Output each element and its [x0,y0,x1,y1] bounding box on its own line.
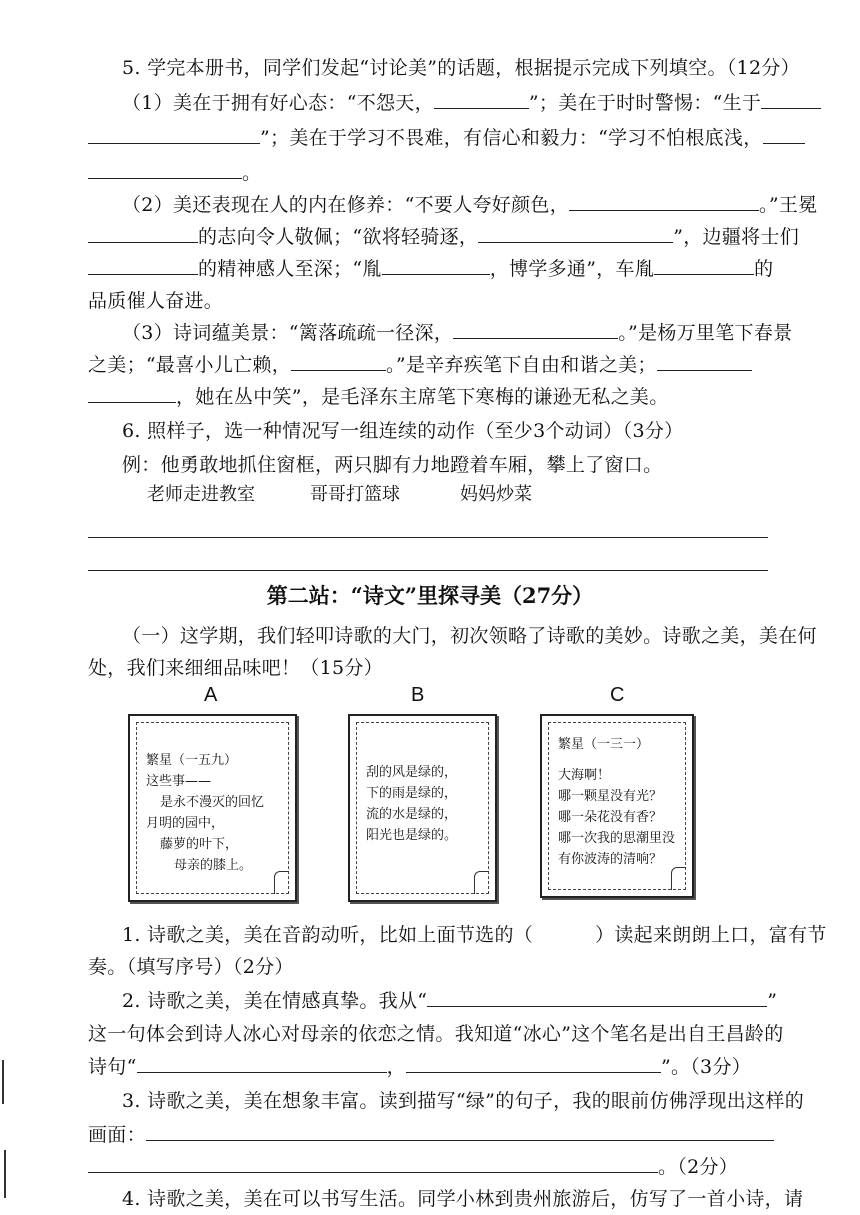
q5-line-2 [88,123,805,153]
answer-blank[interactable] [88,222,198,243]
answer-blank[interactable] [434,88,529,109]
q5-line-6 [88,254,773,284]
q6-intro: 6. 照样子，选一种情况写一组连续的动作（至少3个动词）（3分） [122,420,684,442]
q5-text: ”；美在于时时警惕：“生于 [528,92,762,114]
q5-text: ，她在丛中笑”，是毛泽东主席笔下寒梅的谦逊无私之美。 [176,386,669,408]
poem-text [558,734,675,870]
question-text: 画面： [88,1124,146,1146]
poem-line: 有你波涛的清响？ [558,852,663,867]
q5-intro: 5. 学完本册书，同学们发起“讨论美”的话题，根据提示完成下列填空。（12分） [122,57,800,79]
q5-line-9 [88,350,752,380]
q6-answer-line[interactable] [88,570,768,571]
poem-line: 哪一次我的思潮里没 [558,831,676,846]
answer-blank[interactable] [291,350,386,371]
q5-text: ，博学多通”，车胤 [489,258,655,280]
q5-line-4 [122,190,817,220]
q6-example: 例：他勇敢地抓住窗框，两只脚有力地蹬着车厢，攀上了窗口。 [122,454,663,476]
q5-text: （2）美还表现在人的内在修养：“不要人夸好颜色， [122,194,570,216]
question-text: 2. 诗歌之美，美在情感真挚。我从“ [122,990,428,1012]
question-4-line-1: 4. 诗歌之美，美在可以书写生活。同学小林到贵州旅游后，仿写了一首小诗，请 [122,1188,804,1210]
q5-line-10 [88,382,669,412]
question-text: 。（2分） [658,1156,739,1178]
answer-blank[interactable] [88,158,242,179]
q6-option: 哥哥打篮球 [310,484,400,505]
q5-line-8 [122,318,792,348]
question-1-line-1 [122,920,827,950]
q5-text: （3）诗词蕴美景：“篱落疏疏一径深， [122,322,454,344]
scan-edge [4,1150,6,1198]
question-text: 1. 诗歌之美，美在音韵动听，比如上面节选的（ [122,924,534,946]
card-label-a: A [204,684,218,706]
poem-text [146,750,264,876]
question-text: 诗句“ [88,1056,137,1078]
question-text: ”。（3分） [660,1056,752,1078]
poem-line: 大海啊！ [558,768,611,783]
answer-blank[interactable] [382,254,490,275]
question-text: ” [767,990,778,1012]
q5-text: 的 [754,258,774,280]
poem-text [366,762,457,846]
answer-blank[interactable] [478,222,673,243]
q5-text: ”；美在于学习不畏难，有信心和毅力：“学习不怕根底浅， [260,127,763,149]
answer-blank[interactable] [137,1052,387,1073]
question-3-line-1: 3. 诗歌之美，美在想象丰富。读到描写“绿”的句子，我的眼前仿佛浮现出这样的 [122,1090,804,1112]
poem-card-a [128,714,297,902]
poem-card-b [348,714,497,902]
section-paragraph: 处，我们来细细品味吧！（15分） [88,657,383,679]
poem-line: 这些事—— [146,774,212,789]
q5-line-5 [88,222,799,252]
question-text: ）读起来朗朗上口，富有节 [595,924,827,946]
question-2-line-1 [122,986,777,1016]
q5-text: 的精神感人至深；“胤 [198,258,382,280]
answer-blank[interactable] [654,254,754,275]
section-paragraph: （一）这学期，我们轻叩诗歌的大门，初次领略了诗歌的美妙。诗歌之美，美在何 [122,625,817,647]
poem-line: 阳光也是绿的。 [366,828,458,843]
question-2-line-2: 这一句体会到诗人冰心对母亲的依恋之情。我知道“冰心”这个笔名是出自王昌龄的 [88,1023,784,1045]
answer-blank[interactable] [569,190,759,211]
card-label-c: C [610,684,625,706]
answer-blank[interactable] [406,1052,661,1073]
q5-text: 。”是辛弃疾笔下自由和谐之美； [386,354,657,376]
poem-line: 下的雨是绿的， [366,786,458,801]
answer-blank[interactable] [657,350,752,371]
question-3-line-2 [88,1120,774,1150]
answer-blank[interactable] [761,88,821,109]
poem-line: 是永不漫灭的回忆 [160,795,265,810]
q5-text: 。”王冕 [759,194,818,216]
question-3-line-3 [88,1152,738,1182]
answer-blank[interactable] [88,382,176,403]
scroll-corner-icon [671,867,686,890]
answer-blank[interactable] [88,1152,658,1173]
scan-edge [2,1060,4,1104]
section-title: 第二站：“诗文”里探寻美（27分） [266,583,594,608]
question-1-line-2: 奏。（填写序号）（2分） [88,956,294,978]
q5-text: 。 [242,162,262,184]
poem-line: 刮的风是绿的， [366,765,458,780]
q5-text: 之美；“最喜小儿亡赖， [88,354,292,376]
q5-text: 的志向令人敬佩；“欲将轻骑逐， [198,226,479,248]
q5-text: 。”是杨万里笔下春景 [618,322,793,344]
q5-line-3 [88,158,261,188]
q5-text: （1）美在于拥有好心态：“不怨天， [122,92,434,114]
answer-blank[interactable] [763,123,805,144]
question-2-line-3 [88,1052,751,1082]
answer-blank[interactable] [88,254,198,275]
poem-card-c [540,714,694,898]
q5-line-7: 品质催人奋进。 [88,290,224,312]
q5-text: ”，边疆将士们 [673,226,800,248]
q6-answer-line[interactable] [88,537,768,538]
poem-line: 母亲的膝上。 [174,858,253,873]
answer-blank[interactable] [88,123,260,144]
question-text: ， [386,1056,406,1078]
poem-line: 哪一朵花没有香？ [558,810,663,825]
q6-option: 妈妈炒菜 [460,484,532,505]
answer-blank[interactable] [146,1120,774,1141]
poem-line: 藤萝的叶下， [160,837,239,852]
scroll-corner-icon [274,871,289,894]
scroll-corner-icon [474,871,489,894]
answer-blank[interactable] [453,318,618,339]
poem-line: 繁星（一三一） [558,737,650,752]
poem-line: 繁星（一五九） [146,753,238,768]
poem-line: 月明的园中， [146,816,225,831]
answer-blank[interactable] [427,986,767,1007]
q5-line-1 [122,88,821,118]
q6-option: 老师走进教室 [147,484,255,505]
poem-line: 流的水是绿的， [366,807,458,822]
poem-line: 哪一颗星没有光？ [558,789,663,804]
card-label-b: B [411,684,425,706]
